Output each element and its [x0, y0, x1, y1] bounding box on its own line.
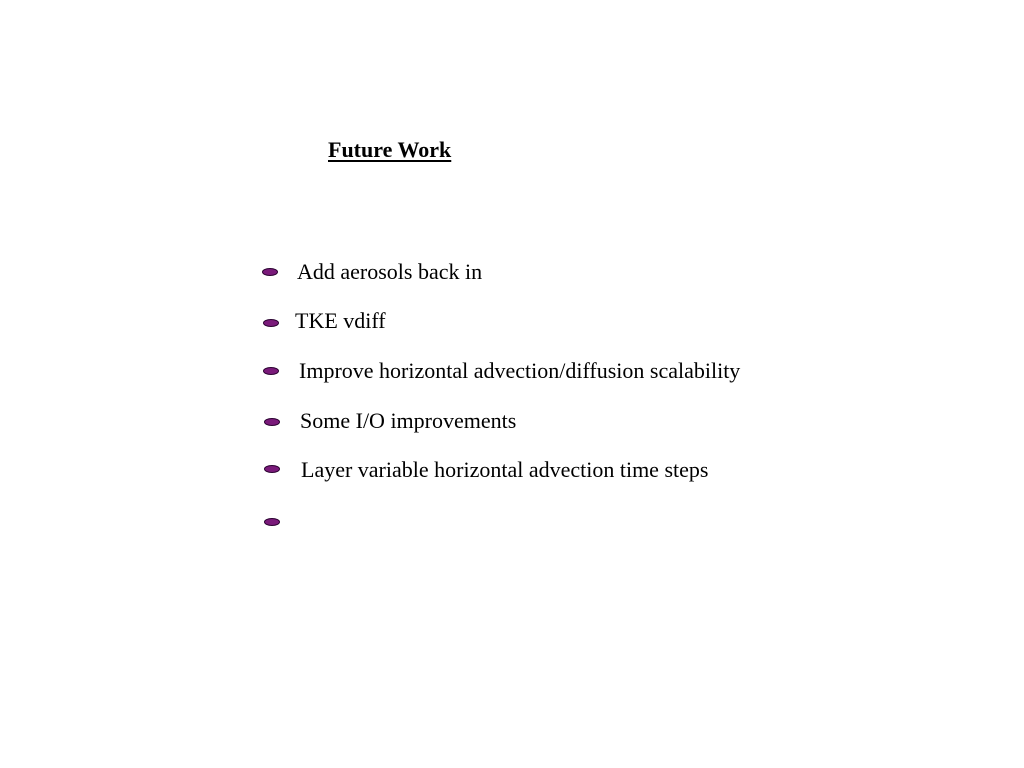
bullet-icon: [264, 518, 280, 526]
bullet-text: Add aerosols back in: [297, 259, 483, 284]
bullet-icon: [264, 418, 280, 426]
bullet-text: Some I/O improvements: [300, 408, 517, 433]
bullet-icon: [263, 367, 279, 375]
slide-title: Future Work: [328, 137, 452, 162]
bullet-text: Layer variable horizontal advection time steps: [301, 457, 709, 482]
bullet-icon: [264, 465, 280, 473]
bullet-icon: [262, 268, 278, 276]
bullet-icon: [263, 319, 279, 327]
bullet-text: TKE vdiff: [295, 308, 386, 333]
bullet-text: Improve horizontal advection/diffusion scalability: [299, 358, 741, 383]
